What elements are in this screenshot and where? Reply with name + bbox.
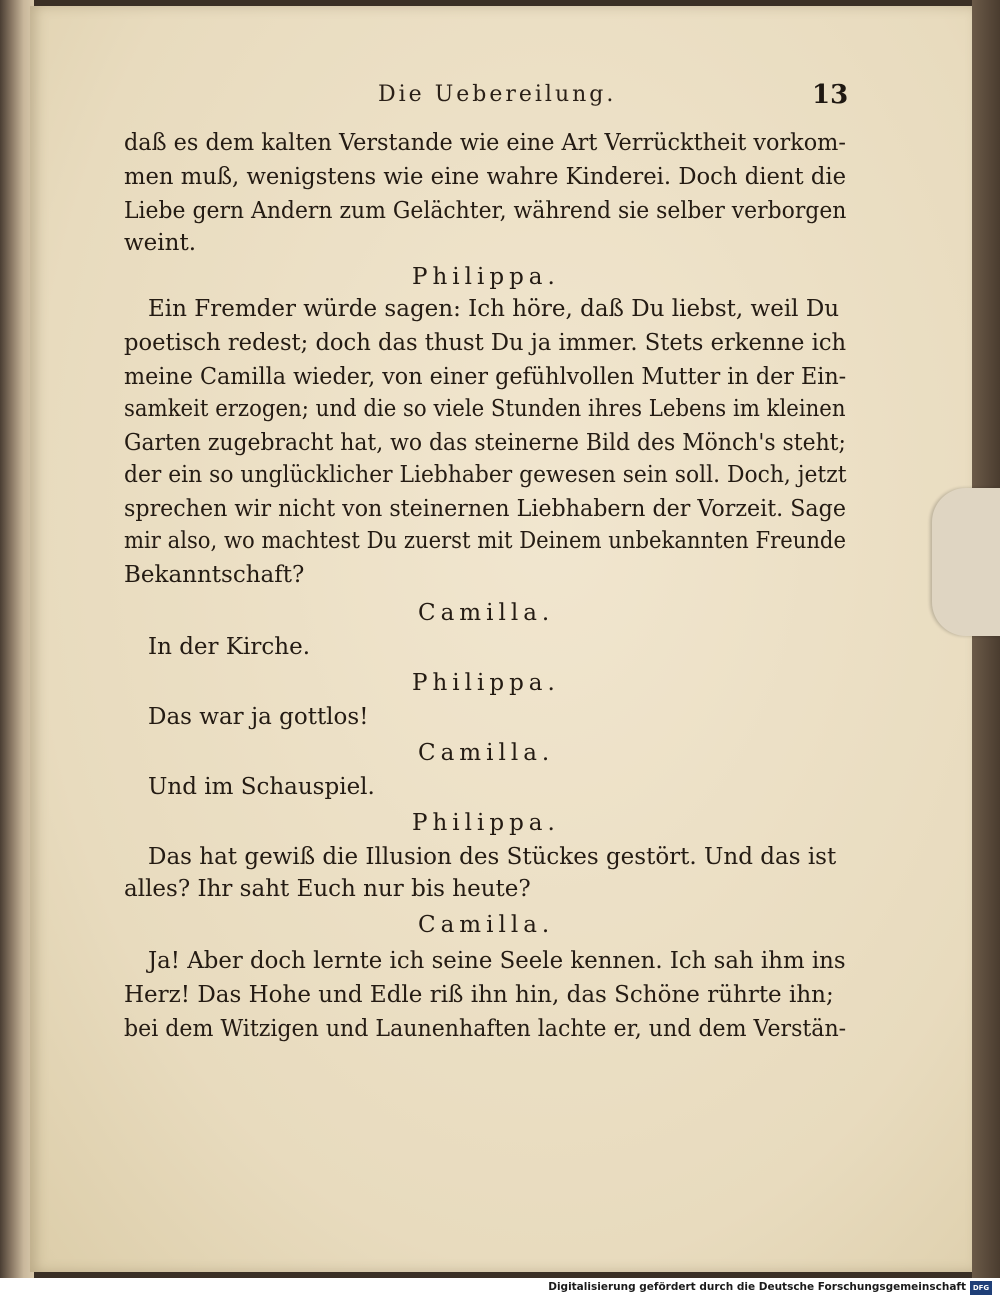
digitization-credit: Digitalisierung gefördert durch die Deutsche Forschungsgemeinschaft [548, 1281, 966, 1293]
text-line: weint. [124, 230, 197, 256]
text-line: Das hat gewiß die Illusion des Stückes gestört. Und das ist [148, 844, 837, 870]
text-line: sprechen wir nicht von steinernen Liebhabern der Vorzeit. Sage [124, 496, 846, 522]
text-line: Garten zugebracht hat, wo das steinerne Bild des Mönch's steht; [124, 430, 846, 456]
scanner-clamp [932, 488, 1000, 636]
text-line: bei dem Witzigen und Launenhaften lachte er, und dem Verstän- [124, 1016, 847, 1042]
text-line: mir also, wo machtest Du zuerst mit Deinem unbekannten Freunde [124, 528, 846, 554]
text-line: meine Camilla wieder, von einer gefühlvollen Mutter in der Ein- [124, 364, 847, 390]
text-line: men muß, wenigstens wie eine wahre Kinderei. Doch dient die [124, 164, 847, 190]
text-line: Das war ja gottlos! [148, 704, 369, 730]
dfg-logo-icon: DFG [970, 1281, 992, 1295]
speaker-name: Camilla. [418, 912, 555, 938]
text-line: Herz! Das Hohe und Edle riß ihn hin, das Schöne rührte ihn; [124, 982, 834, 1008]
book-right-edge [972, 0, 1000, 1278]
speaker-name: Philippa. [412, 810, 560, 836]
text-line: alles? Ihr saht Euch nur bis heute? [124, 876, 531, 902]
text-line: samkeit erzogen; und die so viele Stunden ihres Lebens im kleinen [124, 396, 846, 422]
text-line: Und im Schauspiel. [148, 774, 375, 800]
book-spine-edge [0, 0, 34, 1278]
text-line: Liebe gern Andern zum Gelächter, während sie selber verborgen [124, 198, 847, 224]
running-title: Die Uebereilung. [378, 82, 617, 107]
text-line: der ein so unglücklicher Liebhaber gewesen sein soll. Doch, jetzt [124, 462, 847, 488]
page-number: 13 [812, 80, 849, 110]
text-line: In der Kirche. [148, 634, 310, 660]
text-line: Ein Fremder würde sagen: Ich höre, daß Du liebst, weil Du [148, 296, 840, 322]
speaker-name: Philippa. [412, 264, 560, 290]
speaker-name: Camilla. [418, 740, 555, 766]
speaker-name: Camilla. [418, 600, 555, 626]
text-line: Ja! Aber doch lernte ich seine Seele kennen. Ich sah ihm ins [148, 948, 846, 974]
text-line: Bekanntschaft? [124, 562, 305, 588]
speaker-name: Philippa. [412, 670, 560, 696]
text-line: daß es dem kalten Verstande wie eine Art Verrücktheit vorkom- [124, 130, 846, 156]
text-line: poetisch redest; doch das thust Du ja immer. Stets erkenne ich [124, 330, 847, 356]
